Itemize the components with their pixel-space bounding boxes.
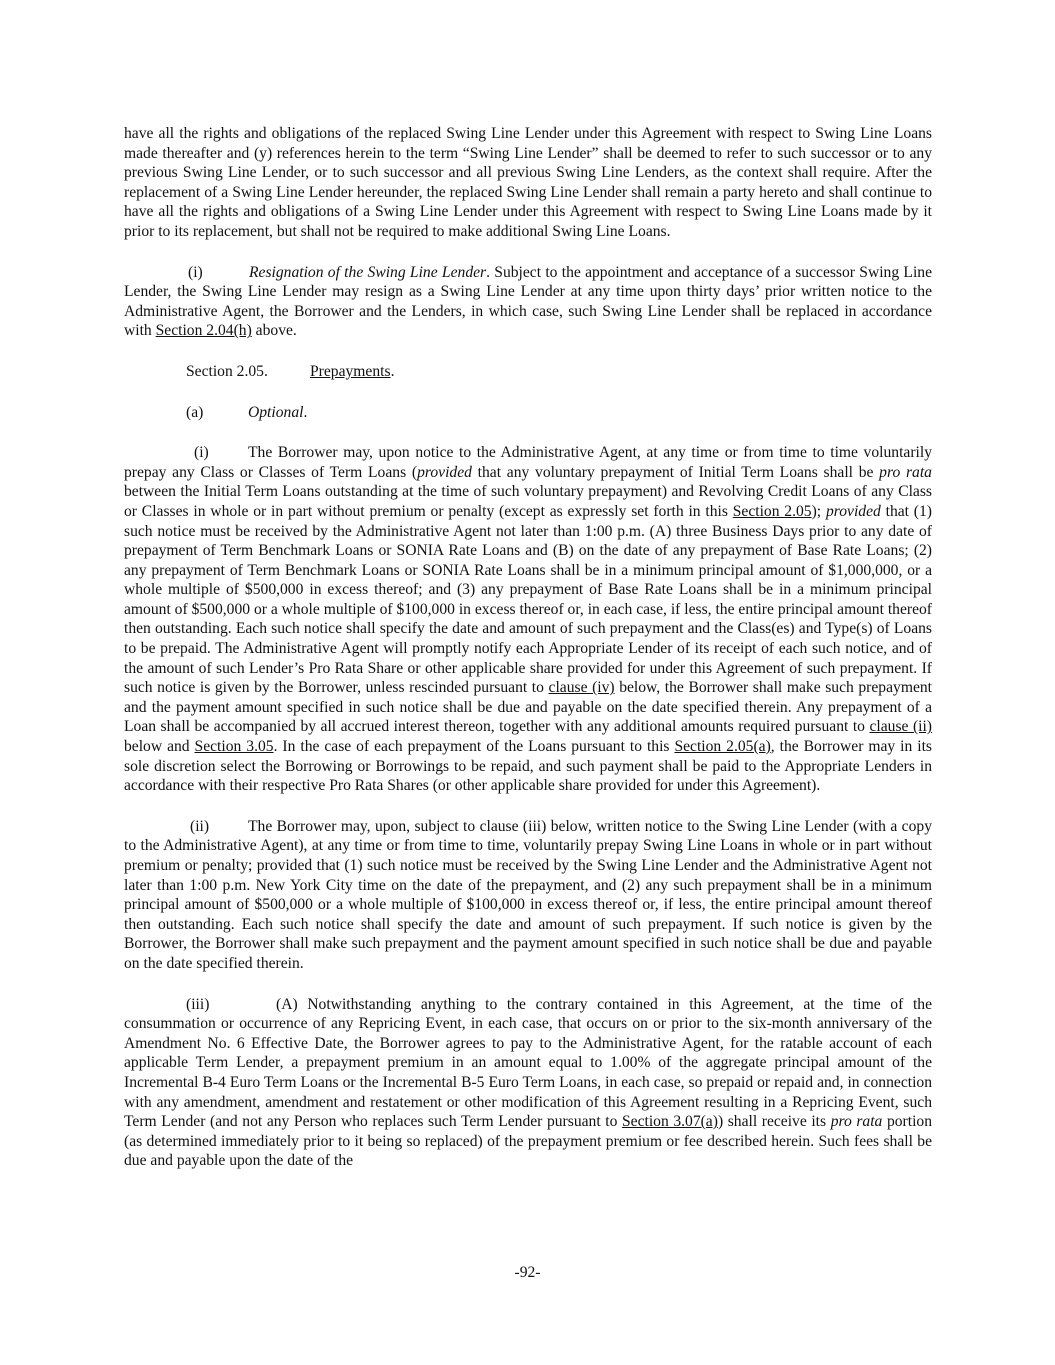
subsection-title: Optional <box>248 403 304 421</box>
cross-reference-link[interactable]: Section 3.07(a) <box>621 1113 718 1131</box>
paragraph-a-ii: (ii) The Borrower may, upon, subject to clause (iii) below, written notice to the Swing Line Lender (with a copy to the Administrative Agent), at any time or from time to time, voluntarily prepay Swing Line Loans in whole or in part without premium or penalty; provided that (1) such notice must be received by the Swing Line Lender and the Administrative Agent not later than 1:00 p.m. New York City time on the date of the prepayment, and (2) any such prepayment shall be in a minimum principal amount of $500,000 or a whole multiple of $100,000 in excess thereof or, if less, the entire principal amount thereof then outstanding. Each such notice shall specify the date and amount of such prepayment. If such notice is given by the Borrower, the Borrower shall make such prepayment and the payment amount specified in such notice shall be due and payable on the date specified therein. <box>124 817 932 972</box>
continuation-paragraph <box>124 124 932 242</box>
subsection-number: (a) <box>186 403 204 421</box>
subsection-heading: (a) Optional. <box>186 403 308 421</box>
section-heading: Section 2.05. Prepayments. <box>186 362 395 380</box>
cross-reference-link[interactable]: Section 2.05(a) <box>674 738 771 756</box>
cross-reference-link[interactable]: clause (ii) <box>869 718 932 736</box>
document-page <box>124 124 932 1171</box>
clause-number: (iii) <box>186 995 210 1013</box>
paragraph-text: have all the rights and obligations of the replaced Swing Line Lender under this Agreement with respect to Swing Line Loans made thereafter and (y) references herein to the term “Swing Line Lender” shall be deemed to refer to such successor or to any previous Swing Line Lender, or to such successor and all previous Swing Line Lenders, as the context shall require. After the replacement of a Swing Line Lender hereunder, the replaced Swing Line Lender shall remain a party hereto and shall continue to have all the rights and obligations of a Swing Line Lender under this Agreement with respect to Swing Line Loans made by it prior to its replacement, but shall not be required to make additional Swing Line Loans. <box>124 125 932 240</box>
clause-number: (i) <box>194 444 209 462</box>
paragraph-a-i: (i) The Borrower may, upon notice to the Administrative Agent, at any time or from time to time voluntarily prepay any Class or Classes of Term Loans (provided that any voluntary prepayment of Initial Term Loans shall be pro rata between the Initial Term Loans outstanding at the time of such voluntary prepayment) and Revolving Credit Loans of any Class or Classes in whole or in part without premium or penalty (except as expressly set forth in this Section 2.05); provided that (1) such notice must be received by the Administrative Agent not later than 1:00 p.m. (A) three Business Days prior to any date of prepayment of Term Benchmark Loans or SONIA Rate Loans and (B) on the date of any prepayment of Base Rate Loans; (2) any prepayment of Term Benchmark Loans or SONIA Rate Loans shall be in a minimum principal amount of $1,000,000, or a whole multiple of $500,000 in excess thereof; and (3) any prepayment of Base Rate Loans shall be in a minimum principal amount of $500,000 or a whole multiple of $100,000 in excess thereof or, in each case, if less, the entire principal amount thereof then outstanding. Each such notice shall specify the date and amount of such prepayment and the Class(es) and Type(s) of Loans to be prepaid. The Administrative Agent will promptly notify each Appropriate Lender of its receipt of each such notice, and of the amount of such Lender’s Pro Rata Share or other applicable share provided for under this Agreement of such prepayment. If such notice is given by the Borrower, unless rescinded pursuant to clause (iv) below, the Borrower shall make such prepayment and the payment amount specified in such notice shall be due and payable on the date specified therein. Any prepayment of a Loan shall be accompanied by all accrued interest thereon, together with any additional amounts required pursuant to clause (ii) below and Section 3.05. In the case of each prepayment of the Loans pursuant to this Section 2.05(a), the Borrower may in its sole discretion select the Borrowing or Borrowings to be repaid, and such payment shall be paid to the Appropriate Lenders in accordance with their respective Pro Rata Shares (or other applicable share provided for under this Agreement). <box>124 444 932 795</box>
section-number: Section 2.05. <box>186 362 268 380</box>
cross-reference-link[interactable]: Section 2.05 <box>732 502 812 520</box>
cross-reference-link[interactable]: Section 2.04(h) <box>155 322 252 340</box>
cross-reference-link[interactable]: Section 3.05 <box>194 738 274 756</box>
clause-number: (ii) <box>190 817 210 835</box>
cross-reference-link[interactable]: clause (iv) <box>548 679 615 697</box>
clause-heading: Resignation of the Swing Line Lender <box>249 263 487 281</box>
clause-number: (i) <box>188 263 203 281</box>
paragraph-i: (i) Resignation of the Swing Line Lender. Subject to the appointment and acceptance of a successor Swing Line Lender, the Swing Line Lender may resign as a Swing Line Lender at any time upon thirty days’ prior written notice to the Administrative Agent, the Borrower and the Lenders, in which case, such Swing Line Lender shall be replaced in accordance with Section 2.04(h) above. <box>124 263 932 340</box>
page-number: -92- <box>514 1264 541 1281</box>
paragraph-a-iii: (iii) (A) Notwithstanding anything to the contrary contained in this Agreement, at the time of the consummation or occurrence of any Repricing Event, in each case, that occurs on or prior to the six-month anniversary of the Amendment No. 6 Effective Date, the Borrower agrees to pay to the Administrative Agent, for the ratable account of each applicable Term Lender, a prepayment premium in an amount equal to 1.00% of the aggregate principal amount of the Incremental B-4 Euro Term Loans or the Incremental B-5 Euro Term Loans, in each case, so prepaid or repaid and, in connection with any amendment, amendment and restatement or other modification of this Agreement resulting in a Repricing Event, such Term Lender (and not any Person who replaces such Term Lender pursuant to Section 3.07(a)) shall receive its pro rata portion (as determined immediately prior to it being so replaced) of the prepayment premium or fee described herein. Such fees shall be due and payable upon the date of the <box>124 995 932 1170</box>
section-title: Prepayments <box>310 362 391 380</box>
